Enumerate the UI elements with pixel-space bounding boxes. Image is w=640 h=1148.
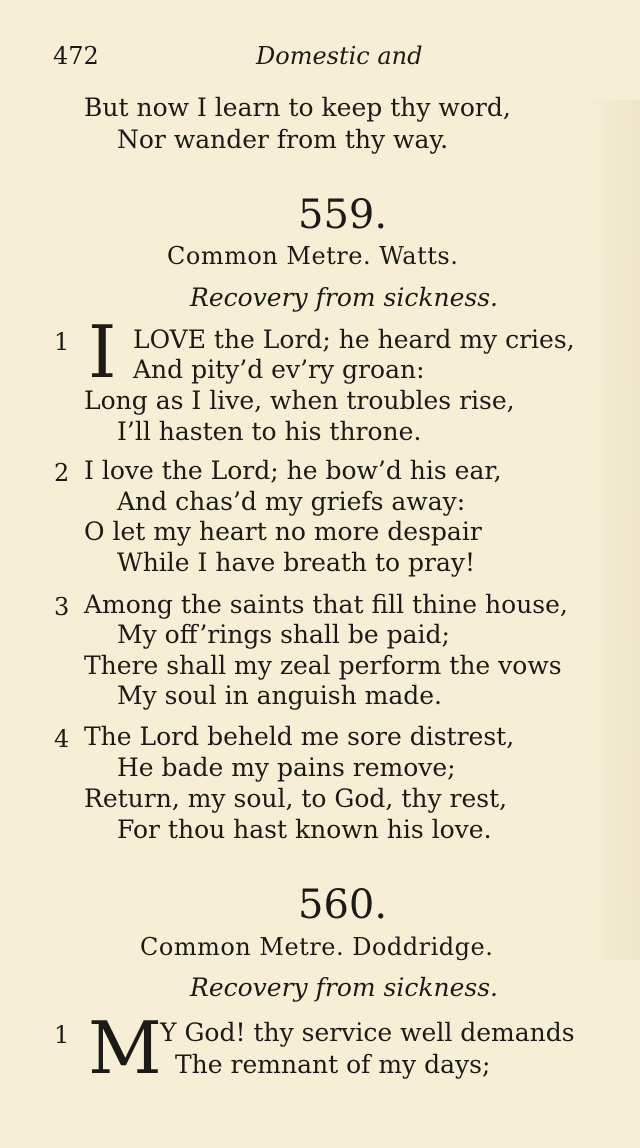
verse-line: My off’rings shall be paid; — [117, 620, 450, 649]
carryover-line: Nor wander from thy way. — [117, 125, 449, 154]
verse-line: Return, my soul, to God, thy rest, — [84, 784, 508, 813]
carryover-line: But now I learn to keep thy word, — [84, 93, 511, 122]
verse-line: My soul in anguish made. — [117, 681, 442, 710]
hymn-meter: Common Metre. Doddridge. — [140, 933, 494, 961]
hymn-subtitle: Recovery from sickness. — [190, 973, 498, 1002]
drop-cap: I — [88, 310, 117, 394]
stanza-number: 2 — [54, 459, 70, 487]
verse-line: O let my heart no more despair — [84, 517, 482, 546]
verse-line: There shall my zeal perform the vows — [84, 651, 562, 680]
verse-line: I’ll hasten to his throne. — [117, 417, 422, 446]
verse-line: LOVE the Lord; he heard my cries, — [133, 325, 575, 354]
drop-cap: M — [88, 1006, 162, 1090]
verse-line: Among the saints that fill thine house, — [84, 590, 568, 619]
verse-line: I love the Lord; he bow’d his ear, — [84, 456, 502, 485]
verse-line: And pity’d ev’ry groan: — [133, 355, 425, 384]
show-through-shading — [580, 100, 640, 960]
verse-line: The remnant of my days; — [175, 1050, 491, 1079]
stanza-number: 3 — [54, 593, 70, 621]
hymn-number: 559. — [298, 192, 388, 238]
stanza-number: 1 — [54, 1021, 70, 1049]
hymn-meter: Common Metre. Watts. — [167, 242, 459, 270]
verse-line: And chas’d my griefs away: — [117, 487, 466, 516]
verse-line: While I have breath to pray! — [117, 548, 476, 577]
verse-line: For thou hast known his love. — [117, 815, 492, 844]
stanza-number: 4 — [54, 725, 70, 753]
verse-line: He bade my pains remove; — [117, 753, 456, 782]
running-title: Domestic and — [256, 42, 423, 70]
hymn-subtitle: Recovery from sickness. — [190, 283, 498, 312]
verse-line: Y God! thy service well demands — [160, 1018, 575, 1047]
stanza-number: 1 — [54, 328, 70, 356]
hymn-number: 560. — [298, 882, 388, 928]
verse-line: Long as I live, when troubles rise, — [84, 386, 515, 415]
page-number: 472 — [53, 42, 99, 70]
verse-line: The Lord beheld me sore distrest, — [84, 722, 515, 751]
